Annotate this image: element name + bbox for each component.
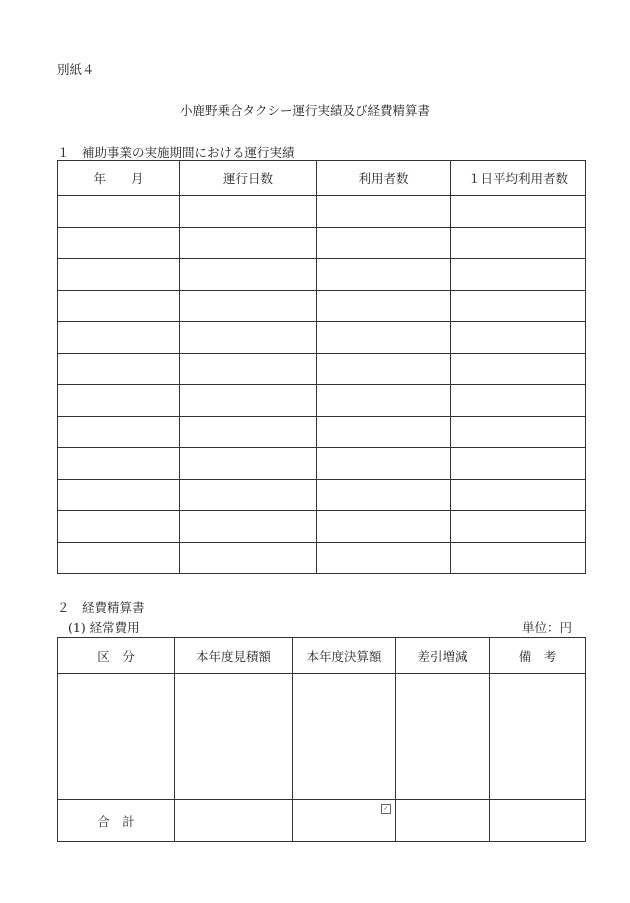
year-month-cell[interactable] xyxy=(58,353,180,385)
table-row xyxy=(58,479,586,511)
year-month-cell[interactable] xyxy=(58,385,180,417)
header-year-month: 年 月 xyxy=(58,161,180,196)
users-cell[interactable] xyxy=(317,448,451,480)
daily-avg-cell[interactable] xyxy=(451,385,586,417)
users-cell[interactable] xyxy=(317,322,451,354)
estimate-cell[interactable] xyxy=(175,674,293,800)
users-cell[interactable] xyxy=(317,385,451,417)
daily-avg-cell[interactable] xyxy=(451,511,586,543)
table-row xyxy=(58,227,586,259)
daily-avg-cell[interactable] xyxy=(451,227,586,259)
users-cell[interactable] xyxy=(317,479,451,511)
year-month-cell[interactable] xyxy=(58,322,180,354)
expense-body-row xyxy=(58,674,586,800)
daily-avg-cell[interactable] xyxy=(451,479,586,511)
total-settlement-cell[interactable] xyxy=(293,800,396,842)
document-title: 小鹿野乗合タクシー運行実績及び経費精算書 xyxy=(180,103,431,118)
header-users: 利用者数 xyxy=(317,161,451,196)
year-month-cell[interactable] xyxy=(58,448,180,480)
total-difference-cell[interactable] xyxy=(396,800,490,842)
operation-days-cell[interactable] xyxy=(180,353,317,385)
operation-results-table xyxy=(57,160,586,574)
expense-total-row xyxy=(58,800,586,842)
operation-days-cell[interactable] xyxy=(180,479,317,511)
year-month-cell[interactable] xyxy=(58,479,180,511)
section2-subheading: (1) 経常費用 xyxy=(68,620,140,635)
unit-label: 単位：円 xyxy=(522,620,573,635)
operation-results-body xyxy=(58,196,586,574)
section1-heading: １ 補助事業の実施期間における運行実績 xyxy=(57,145,295,160)
operation-days-cell[interactable] xyxy=(180,542,317,574)
table-row xyxy=(58,196,586,228)
total-estimate-cell[interactable] xyxy=(175,800,293,842)
daily-avg-cell[interactable] xyxy=(451,448,586,480)
table-row xyxy=(58,511,586,543)
daily-avg-cell[interactable] xyxy=(451,542,586,574)
table-row xyxy=(58,290,586,322)
daily-avg-cell[interactable] xyxy=(451,290,586,322)
operation-days-cell[interactable] xyxy=(180,322,317,354)
users-cell[interactable] xyxy=(317,416,451,448)
expense-table xyxy=(57,637,586,842)
year-month-cell[interactable] xyxy=(58,290,180,322)
operation-days-cell[interactable] xyxy=(180,511,317,543)
year-month-cell[interactable] xyxy=(58,259,180,291)
operation-days-cell[interactable] xyxy=(180,196,317,228)
daily-avg-cell[interactable] xyxy=(451,259,586,291)
header-remarks: 備 考 xyxy=(490,638,586,674)
year-month-cell[interactable] xyxy=(58,542,180,574)
section2-heading: ２ 経費精算書 xyxy=(57,600,145,615)
table-row xyxy=(58,259,586,291)
users-cell[interactable] xyxy=(317,511,451,543)
attachment-label: 別紙４ xyxy=(57,62,95,77)
total-label: 合 計 xyxy=(58,800,175,842)
header-difference: 差引増減 xyxy=(396,638,490,674)
checkbox-mark-icon: ✓ xyxy=(381,804,391,814)
category-cell[interactable] xyxy=(58,674,175,800)
header-settlement: 本年度決算額 xyxy=(293,638,396,674)
year-month-cell[interactable] xyxy=(58,416,180,448)
operation-days-cell[interactable] xyxy=(180,259,317,291)
users-cell[interactable] xyxy=(317,259,451,291)
total-remarks-cell[interactable] xyxy=(490,800,586,842)
year-month-cell[interactable] xyxy=(58,227,180,259)
settlement-cell[interactable] xyxy=(293,674,396,800)
operation-days-cell[interactable] xyxy=(180,290,317,322)
users-cell[interactable] xyxy=(317,290,451,322)
operation-days-cell[interactable] xyxy=(180,448,317,480)
table-row xyxy=(58,448,586,480)
table-row xyxy=(58,385,586,417)
remarks-cell[interactable] xyxy=(490,674,586,800)
daily-avg-cell[interactable] xyxy=(451,196,586,228)
table-row xyxy=(58,416,586,448)
users-cell[interactable] xyxy=(317,542,451,574)
daily-avg-cell[interactable] xyxy=(451,416,586,448)
header-operation-days: 運行日数 xyxy=(180,161,317,196)
table-row xyxy=(58,353,586,385)
table-row xyxy=(58,322,586,354)
users-cell[interactable] xyxy=(317,353,451,385)
operation-days-cell[interactable] xyxy=(180,227,317,259)
header-daily-avg-users: １日平均利用者数 xyxy=(451,161,586,196)
users-cell[interactable] xyxy=(317,227,451,259)
users-cell[interactable] xyxy=(317,196,451,228)
header-category: 区 分 xyxy=(58,638,175,674)
daily-avg-cell[interactable] xyxy=(451,353,586,385)
header-estimate: 本年度見積額 xyxy=(175,638,293,674)
year-month-cell[interactable] xyxy=(58,196,180,228)
daily-avg-cell[interactable] xyxy=(451,322,586,354)
year-month-cell[interactable] xyxy=(58,511,180,543)
operation-days-cell[interactable] xyxy=(180,416,317,448)
table-row xyxy=(58,542,586,574)
operation-days-cell[interactable] xyxy=(180,385,317,417)
difference-cell[interactable] xyxy=(396,674,490,800)
